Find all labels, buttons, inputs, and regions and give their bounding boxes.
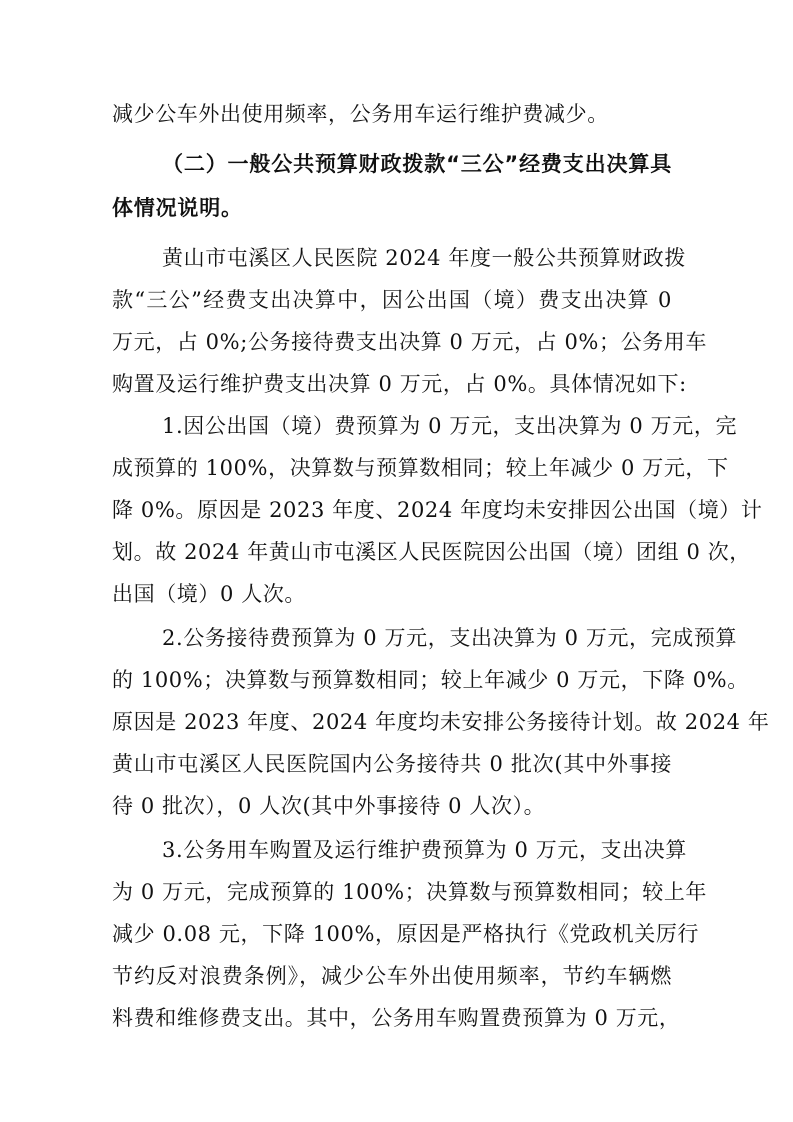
item-1-line-5: 出国（境）0 人次。	[112, 582, 307, 606]
item-1-line-4: 划。故 2024 年黄山市屯溪区人民医院因公出国（境）团组 0 次，	[112, 540, 751, 564]
item-2-line-2: 的 100%；决算数与预算数相同；较上年减少 0 万元，下降 0%。	[112, 668, 749, 692]
item-2-line-4: 黄山市屯溪区人民医院国内公务接待共 0 批次(其中外事接	[112, 752, 672, 776]
paragraph-line-intro-1: 黄山市屯溪区人民医院 2024 年度一般公共预算财政拨	[162, 246, 686, 270]
item-3-line-3: 减少 0.08 元，下降 100%，原因是严格执行《党政机关厉行	[112, 922, 700, 946]
item-2-line-5: 待 0 批次），0 人次(其中外事接待 0 人次）。	[112, 794, 546, 818]
item-3-line-4: 节约反对浪费条例》，减少公车外出使用频率，节约车辆燃	[112, 964, 672, 988]
paragraph-line-intro-3: 万元，占 0%;公务接待费支出决算 0 万元，占 0%；公务用车	[112, 330, 707, 354]
item-2-line-3: 原因是 2023 年度、2024 年度均未安排公务接待计划。故 2024 年	[112, 710, 770, 734]
item-1-line-3: 降 0%。原因是 2023 年度、2024 年度均未安排因公出国（境）计	[112, 498, 763, 522]
section-heading-line-1: （二）一般公共预算财政拨款“三公”经费支出决算具	[162, 152, 672, 176]
section-heading-line-2: 体情况说明。	[112, 196, 243, 220]
paragraph-line-1: 减少公车外出使用频率，公务用车运行维护费减少。	[112, 102, 609, 126]
item-1-line-2: 成预算的 100%，决算数与预算数相同；较上年减少 0 万元，下	[112, 456, 729, 480]
item-3-line-5: 料费和维修费支出。其中，公务用车购置费预算为 0 万元，	[112, 1006, 681, 1030]
paragraph-line-intro-4: 购置及运行维护费支出决算 0 万元，占 0%。具体情况如下:	[112, 372, 687, 396]
item-2-line-1: 2.公务接待费预算为 0 万元，支出决算为 0 万元，完成预算	[162, 626, 738, 650]
item-1-line-1: 1.因公出国（境）费预算为 0 万元，支出决算为 0 万元，完	[162, 414, 738, 438]
item-3-line-2: 为 0 万元，完成预算的 100%；决算数与预算数相同；较上年	[112, 880, 708, 904]
paragraph-line-intro-2: 款“三公”经费支出决算中，因公出国（境）费支出决算 0	[112, 288, 672, 312]
item-3-line-1: 3.公务用车购置及运行维护费预算为 0 万元，支出决算	[162, 838, 687, 862]
